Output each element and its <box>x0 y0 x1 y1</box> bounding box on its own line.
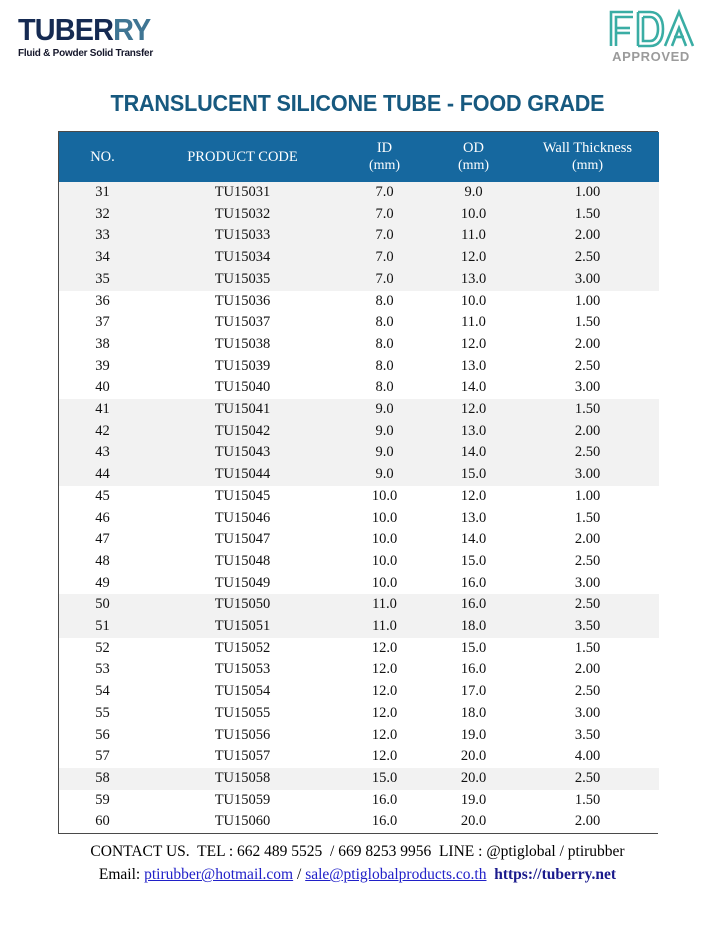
page-header <box>0 0 715 78</box>
cell-id: 10.0 <box>339 508 431 530</box>
cell-product-code: TU15044 <box>147 464 339 486</box>
cell-od: 12.0 <box>431 486 517 508</box>
table-row <box>59 811 659 833</box>
cell-wall-thickness: 1.00 <box>517 486 659 508</box>
cell-id: 7.0 <box>339 182 431 204</box>
cell-product-code: TU15031 <box>147 182 339 204</box>
table-row <box>59 442 659 464</box>
tel-separator: / <box>330 843 335 861</box>
col-header-od <box>431 132 517 182</box>
fda-approved-label: APPROVED <box>612 49 690 64</box>
cell-id: 8.0 <box>339 291 431 313</box>
cell-id: 10.0 <box>339 486 431 508</box>
cell-id: 16.0 <box>339 811 431 833</box>
cell-no: 49 <box>59 573 147 595</box>
cell-od: 11.0 <box>431 225 517 247</box>
col-header-od-unit: (mm) <box>457 158 490 173</box>
cell-id: 11.0 <box>339 616 431 638</box>
email-secondary-link[interactable]: sale@ptiglobalproducts.co.th <box>305 866 487 884</box>
cell-od: 15.0 <box>431 464 517 486</box>
cell-od: 20.0 <box>431 746 517 768</box>
cell-wall-thickness: 1.50 <box>517 638 659 660</box>
email-primary-link[interactable]: ptirubber@hotmail.com <box>144 866 294 884</box>
cell-product-code: TU15039 <box>147 356 339 378</box>
table-row <box>59 638 659 660</box>
cell-id: 8.0 <box>339 334 431 356</box>
footer-line-email <box>38 863 678 886</box>
spec-table-header <box>59 132 659 182</box>
cell-product-code: TU15057 <box>147 746 339 768</box>
cell-od: 13.0 <box>431 269 517 291</box>
cell-no: 56 <box>59 725 147 747</box>
table-row <box>59 616 659 638</box>
cell-wall-thickness: 3.00 <box>517 269 659 291</box>
cell-product-code: TU15042 <box>147 421 339 443</box>
cell-wall-thickness: 1.00 <box>517 182 659 204</box>
cell-wall-thickness: 2.00 <box>517 659 659 681</box>
cell-od: 13.0 <box>431 356 517 378</box>
cell-od: 12.0 <box>431 399 517 421</box>
table-row <box>59 508 659 530</box>
fda-approved-badge <box>603 6 699 64</box>
col-header-no-label: NO. <box>90 148 115 165</box>
cell-product-code: TU15033 <box>147 225 339 247</box>
col-header-id <box>339 132 431 182</box>
cell-product-code: TU15040 <box>147 377 339 399</box>
cell-product-code: TU15049 <box>147 573 339 595</box>
cell-id: 9.0 <box>339 421 431 443</box>
table-row <box>59 659 659 681</box>
cell-product-code: TU15046 <box>147 508 339 530</box>
cell-id: 8.0 <box>339 356 431 378</box>
cell-wall-thickness: 2.00 <box>517 225 659 247</box>
cell-no: 39 <box>59 356 147 378</box>
cell-od: 20.0 <box>431 768 517 790</box>
cell-product-code: TU15059 <box>147 790 339 812</box>
cell-od: 20.0 <box>431 811 517 833</box>
cell-id: 12.0 <box>339 659 431 681</box>
cell-id: 9.0 <box>339 399 431 421</box>
cell-product-code: TU15054 <box>147 681 339 703</box>
cell-id: 9.0 <box>339 442 431 464</box>
email-separator: / <box>297 866 302 884</box>
cell-od: 13.0 <box>431 508 517 530</box>
cell-no: 38 <box>59 334 147 356</box>
cell-no: 41 <box>59 399 147 421</box>
cell-no: 46 <box>59 508 147 530</box>
cell-no: 59 <box>59 790 147 812</box>
cell-wall-thickness: 3.00 <box>517 573 659 595</box>
cell-od: 19.0 <box>431 790 517 812</box>
table-row <box>59 225 659 247</box>
cell-id: 10.0 <box>339 551 431 573</box>
cell-no: 44 <box>59 464 147 486</box>
cell-wall-thickness: 1.50 <box>517 508 659 530</box>
cell-product-code: TU15048 <box>147 551 339 573</box>
tel-primary[interactable]: 662 489 5525 <box>237 843 323 861</box>
cell-product-code: TU15037 <box>147 312 339 334</box>
cell-wall-thickness: 1.50 <box>517 790 659 812</box>
cell-no: 48 <box>59 551 147 573</box>
cell-id: 9.0 <box>339 464 431 486</box>
cell-product-code: TU15060 <box>147 811 339 833</box>
cell-id: 7.0 <box>339 225 431 247</box>
cell-od: 19.0 <box>431 725 517 747</box>
footer-line-phone <box>38 840 678 863</box>
cell-od: 18.0 <box>431 616 517 638</box>
table-row <box>59 746 659 768</box>
cell-od: 17.0 <box>431 681 517 703</box>
cell-id: 12.0 <box>339 746 431 768</box>
cell-od: 9.0 <box>431 182 517 204</box>
cell-no: 57 <box>59 746 147 768</box>
col-header-wall-thickness-label: Wall Thickness <box>542 140 633 156</box>
cell-no: 37 <box>59 312 147 334</box>
cell-od: 16.0 <box>431 573 517 595</box>
cell-product-code: TU15056 <box>147 725 339 747</box>
cell-wall-thickness: 2.50 <box>517 247 659 269</box>
cell-od: 10.0 <box>431 291 517 313</box>
cell-no: 43 <box>59 442 147 464</box>
cell-no: 52 <box>59 638 147 660</box>
cell-product-code: TU15055 <box>147 703 339 725</box>
spec-table-container <box>58 131 658 834</box>
spec-table-body <box>59 182 659 833</box>
cell-od: 15.0 <box>431 638 517 660</box>
cell-no: 35 <box>59 269 147 291</box>
cell-od: 18.0 <box>431 703 517 725</box>
cell-wall-thickness: 3.00 <box>517 377 659 399</box>
cell-wall-thickness: 1.00 <box>517 291 659 313</box>
cell-id: 12.0 <box>339 703 431 725</box>
cell-wall-thickness: 3.50 <box>517 725 659 747</box>
cell-product-code: TU15053 <box>147 659 339 681</box>
cell-od: 16.0 <box>431 659 517 681</box>
cell-no: 58 <box>59 768 147 790</box>
contact-us-label: CONTACT US. <box>90 843 190 861</box>
cell-od: 11.0 <box>431 312 517 334</box>
cell-product-code: TU15035 <box>147 269 339 291</box>
table-row <box>59 399 659 421</box>
table-row <box>59 790 659 812</box>
cell-no: 33 <box>59 225 147 247</box>
table-row <box>59 204 659 226</box>
col-header-wall-thickness-unit: (mm) <box>571 158 604 173</box>
cell-no: 47 <box>59 529 147 551</box>
cell-od: 16.0 <box>431 594 517 616</box>
col-header-product-code-label: PRODUCT CODE <box>187 148 298 165</box>
cell-wall-thickness: 2.00 <box>517 334 659 356</box>
logo-wordmark-primary: TUBER <box>18 12 114 47</box>
cell-wall-thickness: 2.50 <box>517 551 659 573</box>
cell-product-code: TU15043 <box>147 442 339 464</box>
cell-od: 14.0 <box>431 529 517 551</box>
table-row <box>59 377 659 399</box>
cell-id: 15.0 <box>339 768 431 790</box>
cell-od: 12.0 <box>431 334 517 356</box>
cell-wall-thickness: 2.50 <box>517 768 659 790</box>
cell-no: 55 <box>59 703 147 725</box>
cell-id: 7.0 <box>339 269 431 291</box>
cell-product-code: TU15058 <box>147 768 339 790</box>
cell-no: 54 <box>59 681 147 703</box>
cell-product-code: TU15038 <box>147 334 339 356</box>
cell-no: 40 <box>59 377 147 399</box>
cell-no: 50 <box>59 594 147 616</box>
table-row <box>59 356 659 378</box>
header-row <box>59 132 659 182</box>
cell-wall-thickness: 2.00 <box>517 811 659 833</box>
cell-no: 34 <box>59 247 147 269</box>
cell-od: 14.0 <box>431 442 517 464</box>
col-header-od-label: OD <box>463 140 484 156</box>
table-row <box>59 703 659 725</box>
logo-wordmark-secondary: RY <box>113 12 151 47</box>
table-row <box>59 486 659 508</box>
cell-no: 53 <box>59 659 147 681</box>
table-row <box>59 291 659 313</box>
tel-label: TEL : <box>197 843 234 861</box>
table-row <box>59 681 659 703</box>
cell-wall-thickness: 3.50 <box>517 616 659 638</box>
cell-wall-thickness: 2.50 <box>517 356 659 378</box>
cell-wall-thickness: 2.50 <box>517 442 659 464</box>
cell-wall-thickness: 3.00 <box>517 703 659 725</box>
cell-wall-thickness: 2.50 <box>517 594 659 616</box>
cell-product-code: TU15051 <box>147 616 339 638</box>
cell-wall-thickness: 3.00 <box>517 464 659 486</box>
cell-product-code: TU15032 <box>147 204 339 226</box>
table-row <box>59 725 659 747</box>
table-row <box>59 269 659 291</box>
cell-od: 13.0 <box>431 421 517 443</box>
brand-tagline: Fluid & Powder Solid Transfer <box>18 47 154 59</box>
cell-no: 31 <box>59 182 147 204</box>
cell-id: 16.0 <box>339 790 431 812</box>
cell-od: 10.0 <box>431 204 517 226</box>
col-header-id-label: ID <box>376 140 393 156</box>
table-row <box>59 312 659 334</box>
cell-product-code: TU15045 <box>147 486 339 508</box>
cell-od: 12.0 <box>431 247 517 269</box>
cell-id: 10.0 <box>339 573 431 595</box>
col-header-wall-thickness <box>517 132 659 182</box>
col-header-id-unit: (mm) <box>368 158 401 173</box>
cell-product-code: TU15041 <box>147 399 339 421</box>
logo-wordmark <box>18 14 204 46</box>
line-ids[interactable]: @ptiglobal / ptirubber <box>486 843 625 861</box>
website-link[interactable]: https://tuberry.net <box>494 866 617 884</box>
table-row <box>59 573 659 595</box>
cell-id: 11.0 <box>339 594 431 616</box>
spec-table <box>59 132 659 833</box>
tel-secondary[interactable]: 669 8253 9956 <box>338 843 432 861</box>
cell-id: 8.0 <box>339 312 431 334</box>
cell-no: 51 <box>59 616 147 638</box>
cell-no: 60 <box>59 811 147 833</box>
cell-id: 8.0 <box>339 377 431 399</box>
cell-wall-thickness: 1.50 <box>517 399 659 421</box>
footer-contact <box>38 840 678 886</box>
cell-id: 12.0 <box>339 638 431 660</box>
table-row <box>59 182 659 204</box>
table-row <box>59 529 659 551</box>
table-row <box>59 247 659 269</box>
cell-od: 15.0 <box>431 551 517 573</box>
table-row <box>59 551 659 573</box>
table-row <box>59 464 659 486</box>
cell-wall-thickness: 4.00 <box>517 746 659 768</box>
cell-no: 32 <box>59 204 147 226</box>
email-label: Email: <box>98 866 141 884</box>
cell-od: 14.0 <box>431 377 517 399</box>
line-label: LINE : <box>438 843 483 861</box>
col-header-product-code <box>147 132 339 182</box>
cell-id: 7.0 <box>339 247 431 269</box>
table-row <box>59 334 659 356</box>
brand-logo[interactable] <box>18 14 218 59</box>
cell-product-code: TU15052 <box>147 638 339 660</box>
cell-no: 45 <box>59 486 147 508</box>
cell-wall-thickness: 1.50 <box>517 312 659 334</box>
cell-id: 7.0 <box>339 204 431 226</box>
table-row <box>59 768 659 790</box>
cell-no: 42 <box>59 421 147 443</box>
cell-wall-thickness: 2.50 <box>517 681 659 703</box>
cell-product-code: TU15036 <box>147 291 339 313</box>
cell-wall-thickness: 2.00 <box>517 421 659 443</box>
cell-wall-thickness: 2.00 <box>517 529 659 551</box>
cell-no: 36 <box>59 291 147 313</box>
table-row <box>59 594 659 616</box>
fda-icon <box>605 6 697 50</box>
col-header-no <box>59 132 147 182</box>
cell-product-code: TU15050 <box>147 594 339 616</box>
page-title: TRANSLUCENT SILICONE TUBE - FOOD GRADE <box>110 90 605 116</box>
cell-product-code: TU15034 <box>147 247 339 269</box>
cell-id: 12.0 <box>339 681 431 703</box>
table-row <box>59 421 659 443</box>
cell-product-code: TU15047 <box>147 529 339 551</box>
cell-id: 10.0 <box>339 529 431 551</box>
cell-id: 12.0 <box>339 725 431 747</box>
cell-wall-thickness: 1.50 <box>517 204 659 226</box>
